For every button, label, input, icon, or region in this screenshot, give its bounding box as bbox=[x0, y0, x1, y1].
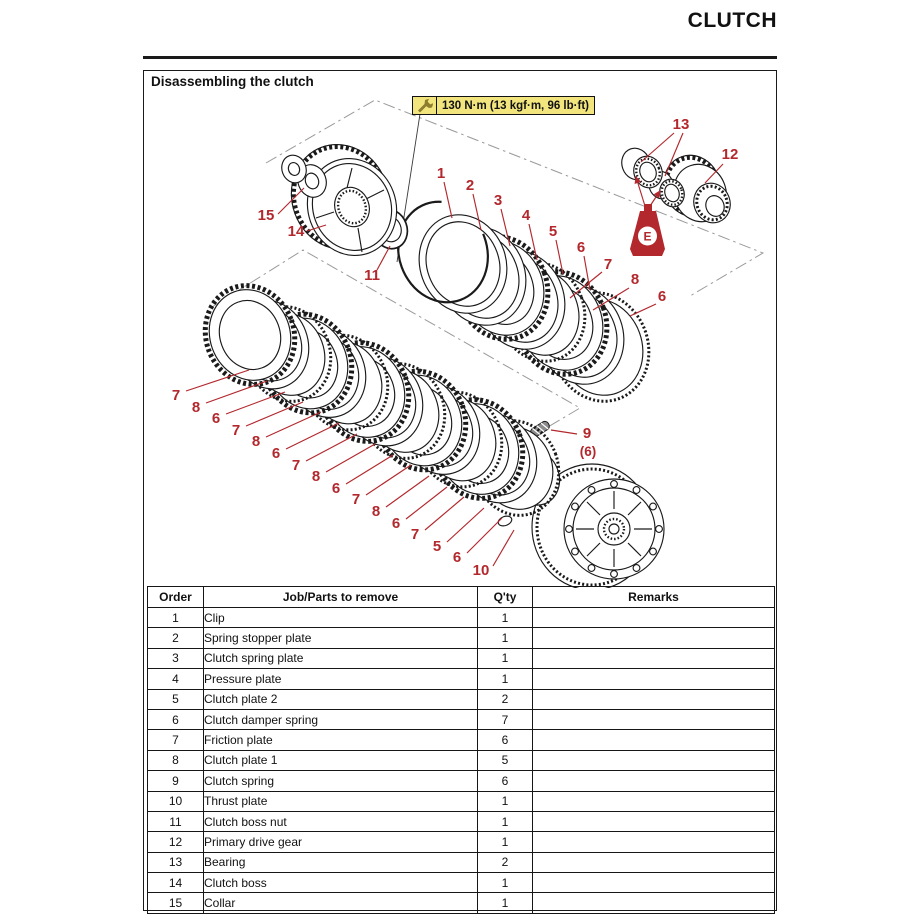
page-title: CLUTCH bbox=[687, 9, 777, 32]
cell-order: 12 bbox=[148, 832, 204, 852]
callout: 4 bbox=[521, 207, 531, 224]
callout: 3 bbox=[493, 192, 503, 209]
callout: 7 bbox=[603, 256, 613, 273]
callout-qty: (6) bbox=[579, 444, 597, 459]
callout: 6 bbox=[391, 515, 401, 532]
cell-remarks bbox=[533, 750, 775, 770]
table-row bbox=[148, 893, 775, 913]
cell-qty: 1 bbox=[478, 669, 533, 689]
cell-job: Clip bbox=[204, 608, 478, 628]
callout: 7 bbox=[231, 422, 241, 439]
cell-remarks bbox=[533, 893, 775, 913]
exploded-diagram bbox=[143, 88, 777, 588]
callout: 6 bbox=[331, 480, 341, 497]
cell-order: 3 bbox=[148, 648, 204, 668]
cell-qty: 1 bbox=[478, 811, 533, 831]
cell-qty: 2 bbox=[478, 689, 533, 709]
table-row bbox=[148, 689, 775, 709]
table-row bbox=[148, 709, 775, 729]
section-title: Disassembling the clutch bbox=[151, 74, 314, 89]
callout: 6 bbox=[452, 549, 462, 566]
oil-letter: E bbox=[643, 229, 652, 244]
col-header-order: Order bbox=[148, 587, 204, 608]
cell-remarks bbox=[533, 852, 775, 872]
table-row bbox=[148, 791, 775, 811]
cell-job: Clutch plate 2 bbox=[204, 689, 478, 709]
cell-job: Spring stopper plate bbox=[204, 628, 478, 648]
cell-qty: 1 bbox=[478, 791, 533, 811]
cell-order: 14 bbox=[148, 873, 204, 893]
cell-job: Clutch boss nut bbox=[204, 811, 478, 831]
cell-job: Primary drive gear bbox=[204, 832, 478, 852]
cell-order: 11 bbox=[148, 811, 204, 831]
cell-remarks bbox=[533, 811, 775, 831]
table-header-row bbox=[148, 587, 775, 608]
cell-order: 9 bbox=[148, 771, 204, 791]
callout: 8 bbox=[371, 503, 381, 520]
callout: 8 bbox=[630, 271, 640, 288]
callout: 8 bbox=[311, 468, 321, 485]
table-row bbox=[148, 750, 775, 770]
cell-job: Clutch plate 1 bbox=[204, 750, 478, 770]
parts-table-wrap bbox=[147, 586, 774, 914]
cell-qty: 5 bbox=[478, 750, 533, 770]
callout: 7 bbox=[410, 526, 420, 543]
cell-order: 13 bbox=[148, 852, 204, 872]
callout: 7 bbox=[291, 457, 301, 474]
cell-order: 15 bbox=[148, 893, 204, 913]
cell-order: 10 bbox=[148, 791, 204, 811]
cell-qty: 6 bbox=[478, 771, 533, 791]
callout: 5 bbox=[548, 223, 558, 240]
callout: 2 bbox=[465, 177, 475, 194]
cell-job: Clutch spring bbox=[204, 771, 478, 791]
callout: 7 bbox=[351, 491, 361, 508]
table-row bbox=[148, 771, 775, 791]
callout: 9 bbox=[582, 425, 592, 442]
cell-remarks bbox=[533, 709, 775, 729]
cell-qty: 7 bbox=[478, 709, 533, 729]
cell-order: 5 bbox=[148, 689, 204, 709]
cell-qty: 2 bbox=[478, 852, 533, 872]
table-row bbox=[148, 852, 775, 872]
callout: 10 bbox=[472, 562, 490, 579]
cell-order: 6 bbox=[148, 709, 204, 729]
cell-job: Clutch damper spring bbox=[204, 709, 478, 729]
callout: 8 bbox=[191, 399, 201, 416]
cell-order: 4 bbox=[148, 669, 204, 689]
cell-qty: 1 bbox=[478, 893, 533, 913]
cell-remarks bbox=[533, 689, 775, 709]
wrench-icon bbox=[413, 97, 437, 114]
callout: 14 bbox=[287, 223, 305, 240]
cell-qty: 6 bbox=[478, 730, 533, 750]
cell-job: Bearing bbox=[204, 852, 478, 872]
callout: 12 bbox=[721, 146, 739, 163]
cell-qty: 1 bbox=[478, 648, 533, 668]
cell-remarks bbox=[533, 608, 775, 628]
cell-remarks bbox=[533, 832, 775, 852]
cell-job: Pressure plate bbox=[204, 669, 478, 689]
table-row bbox=[148, 873, 775, 893]
cell-qty: 1 bbox=[478, 873, 533, 893]
cell-remarks bbox=[533, 791, 775, 811]
col-header-job: Job/Parts to remove bbox=[204, 587, 478, 608]
callout: 6 bbox=[271, 445, 281, 462]
table-row bbox=[148, 832, 775, 852]
cell-job: Clutch boss bbox=[204, 873, 478, 893]
cell-remarks bbox=[533, 669, 775, 689]
cell-order: 2 bbox=[148, 628, 204, 648]
cell-qty: 1 bbox=[478, 628, 533, 648]
torque-value: 130 N·m (13 kgf·m, 96 lb·ft) bbox=[442, 99, 589, 112]
cell-remarks bbox=[533, 628, 775, 648]
cell-order: 1 bbox=[148, 608, 204, 628]
table-row bbox=[148, 811, 775, 831]
callout: 6 bbox=[576, 239, 586, 256]
title-rule bbox=[143, 56, 777, 59]
callout: 8 bbox=[251, 433, 261, 450]
torque-label bbox=[412, 96, 595, 115]
callout: 6 bbox=[211, 410, 221, 427]
callout: 6 bbox=[657, 288, 667, 305]
col-header-qty: Q'ty bbox=[478, 587, 533, 608]
cell-qty: 1 bbox=[478, 832, 533, 852]
callout: 5 bbox=[432, 538, 442, 555]
cell-job: Collar bbox=[204, 893, 478, 913]
callout: 1 bbox=[436, 165, 446, 182]
cell-remarks bbox=[533, 873, 775, 893]
cell-order: 8 bbox=[148, 750, 204, 770]
cell-qty: 1 bbox=[478, 608, 533, 628]
cell-remarks bbox=[533, 771, 775, 791]
cell-remarks bbox=[533, 730, 775, 750]
table-row bbox=[148, 730, 775, 750]
col-header-remarks: Remarks bbox=[533, 587, 775, 608]
callout: 11 bbox=[364, 267, 380, 284]
cell-job: Thrust plate bbox=[204, 791, 478, 811]
callout: 13 bbox=[672, 116, 690, 133]
table-row bbox=[148, 669, 775, 689]
table-row bbox=[148, 608, 775, 628]
table-row bbox=[148, 648, 775, 668]
parts-table bbox=[147, 586, 775, 914]
cell-job: Friction plate bbox=[204, 730, 478, 750]
cell-job: Clutch spring plate bbox=[204, 648, 478, 668]
table-row bbox=[148, 628, 775, 648]
callout: 7 bbox=[171, 387, 181, 404]
cell-order: 7 bbox=[148, 730, 204, 750]
callout: 15 bbox=[257, 207, 275, 224]
cell-remarks bbox=[533, 648, 775, 668]
